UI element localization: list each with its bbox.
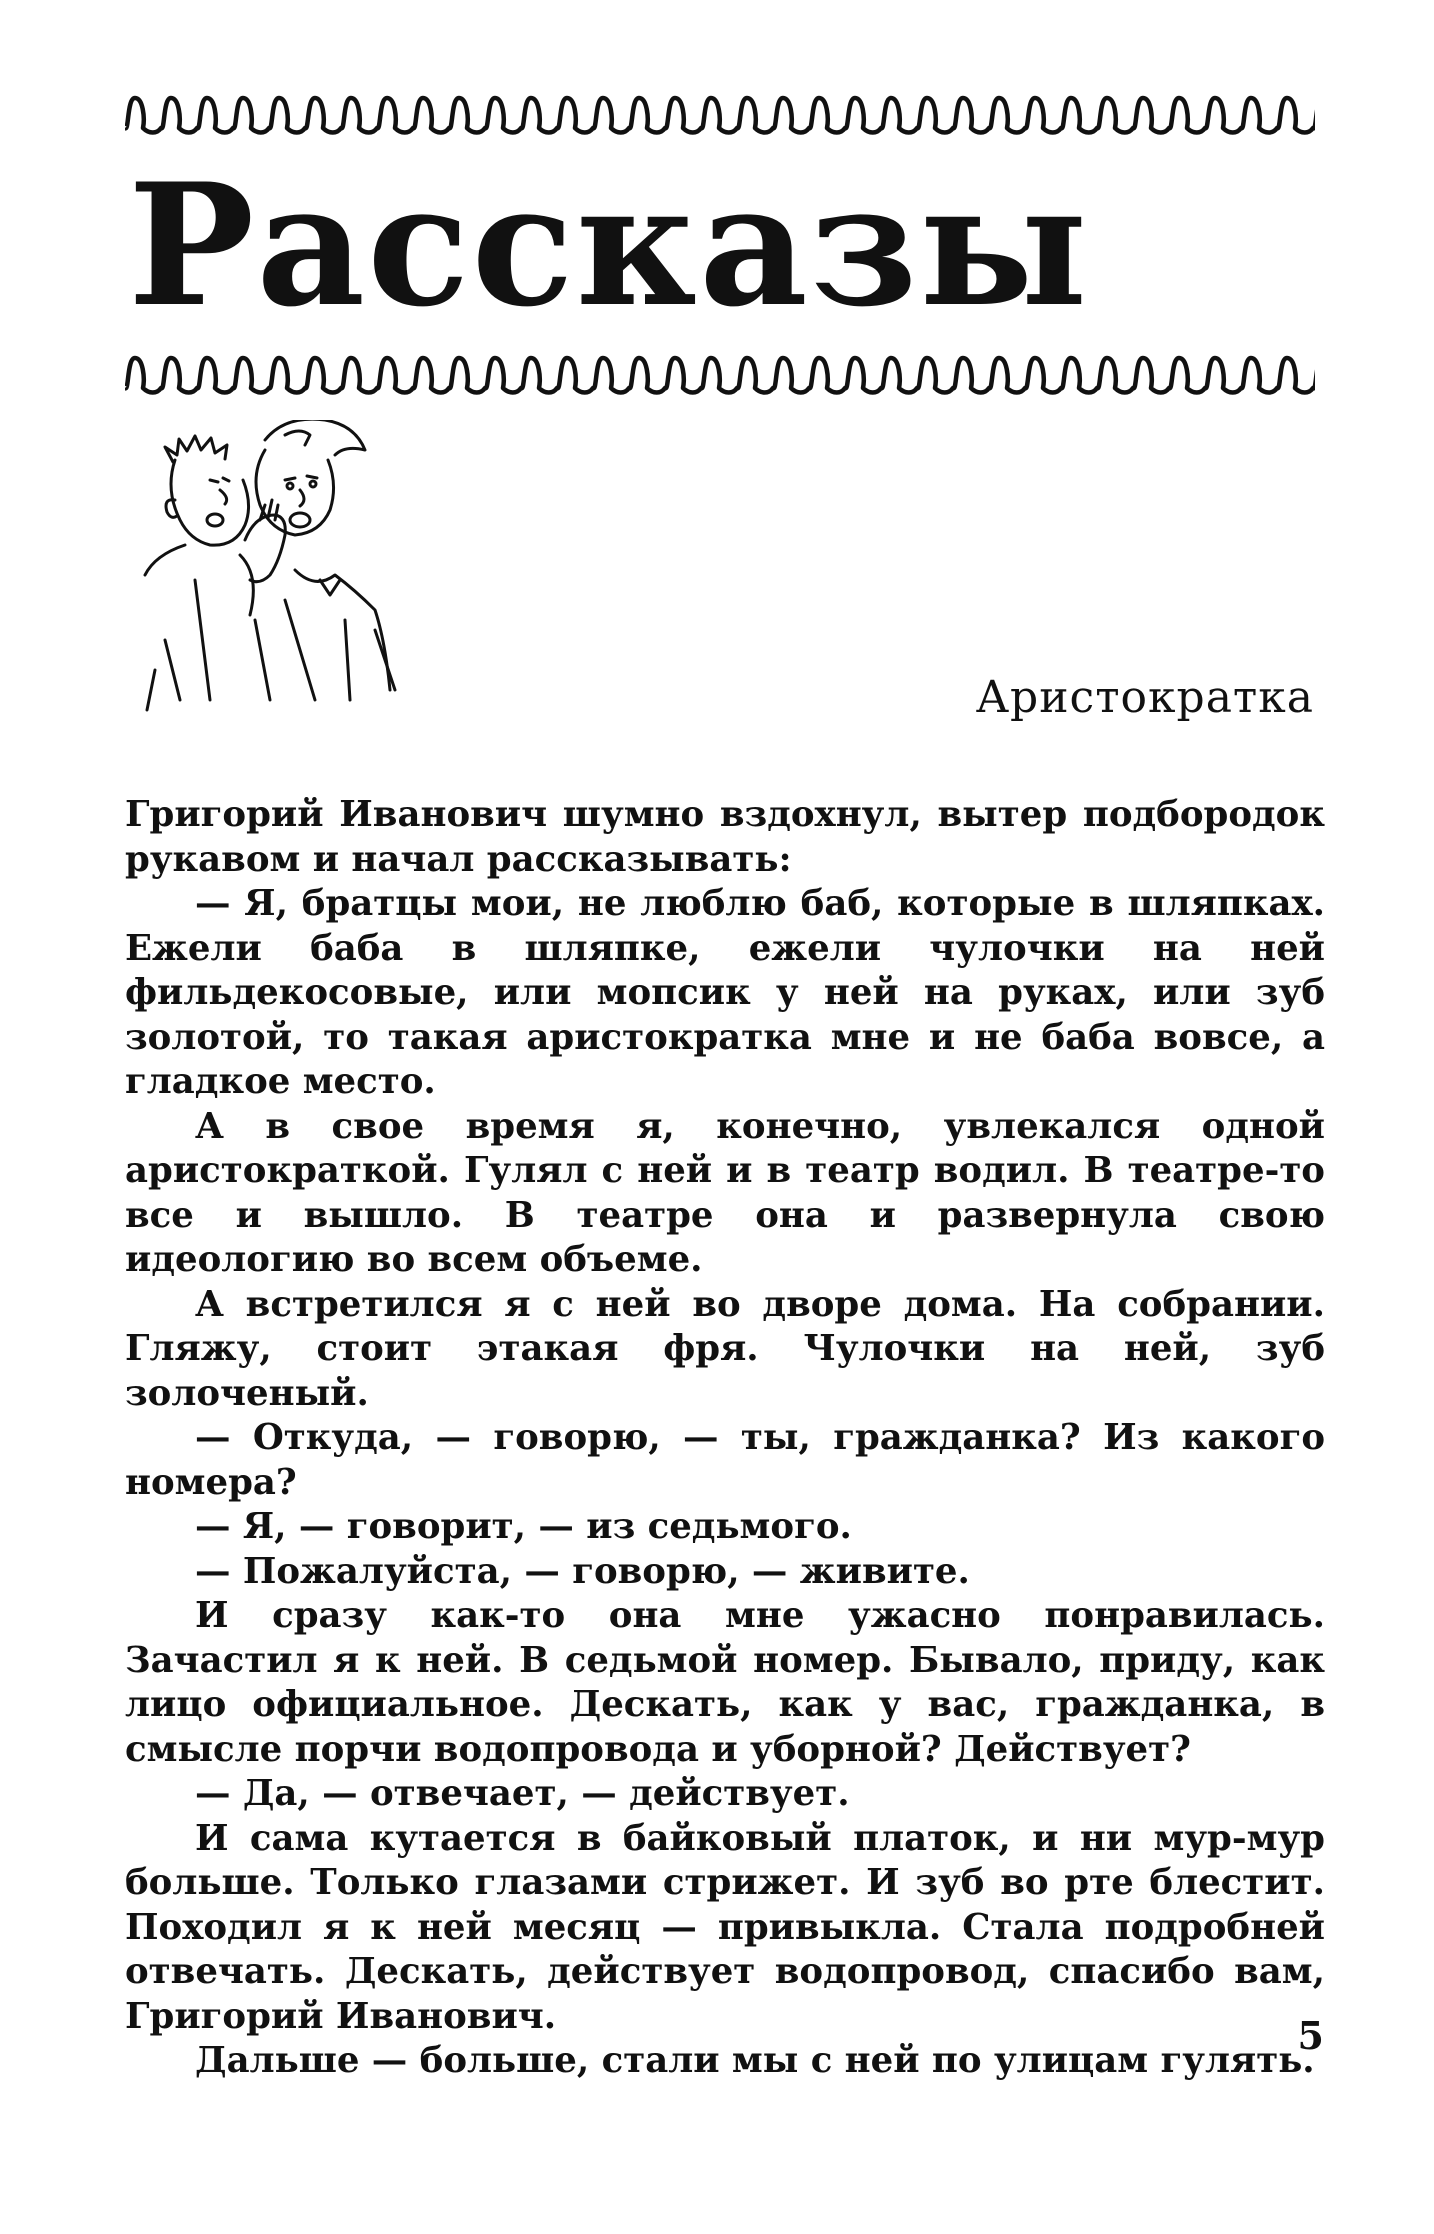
ornamental-border-top — [125, 92, 1315, 136]
paragraph: А в свое время я, конечно, увлекался одной аристократкой. Гулял с ней и в театр водил. В театре-то все и вышло. В театре она и развернула свою идеологию во всем объеме. — [125, 1105, 1325, 1280]
paragraph: И сразу как-то она мне ужасно понравилась. Зачастил я к ней. В седьмой номер. Бывало, приду, как лицо официальное. Дескать, как у вас, гражданка, в смысле порчи водопровода и уборной? Действует? — [125, 1595, 1325, 1770]
story-title: Аристократка — [975, 672, 1314, 723]
paragraph: И сама кутается в байковый платок, и ни мур-мур больше. Только глазами стрижет. И зуб во рте блестит. Походил я к ней месяц — привыкла. Стала подробней отвечать. Дескать, действует водопровод, спасибо вам, Григорий Иванович. — [125, 1817, 1325, 2037]
story-body — [125, 793, 1325, 2084]
ornamental-border-bottom — [125, 352, 1315, 396]
paragraph: Григорий Иванович шумно вздохнул, вытер подбородок рукавом и начал рассказывать: — [125, 794, 1325, 880]
paragraph: — Пожалуйста, — говорю, — живите. — [195, 1550, 970, 1592]
paragraph: А встретился я с ней во дворе дома. На собрании. Гляжу, стоит этакая фря. Чулочки на ней, зуб золоченый. — [125, 1283, 1325, 1414]
illustration-two-figures — [135, 420, 435, 720]
ornament-wave — [125, 98, 1315, 133]
page-number: 5 — [1297, 2013, 1324, 2058]
section-title: Рассказы — [128, 146, 1090, 344]
paragraph: — Да, — отвечает, — действует. — [195, 1773, 850, 1814]
paragraph: — Я, — говорит, — из седьмого. — [195, 1506, 852, 1547]
paragraph: Дальше — больше, стали мы с ней по улицам гулять. — [195, 2040, 1315, 2081]
ornament-wave — [125, 358, 1315, 393]
paragraph: — Я, братцы мои, не люблю баб, которые в шляпках. Ежели баба в шляпке, ежели чулочки на ней фильдекосовые, или мопсик у ней на руках, или зуб золотой, то такая аристократка мне и не баба вовсе, а гладкое место. — [125, 883, 1325, 1102]
paragraph: — Откуда, — говорю, — ты, гражданка? Из какого номера? — [125, 1417, 1325, 1503]
